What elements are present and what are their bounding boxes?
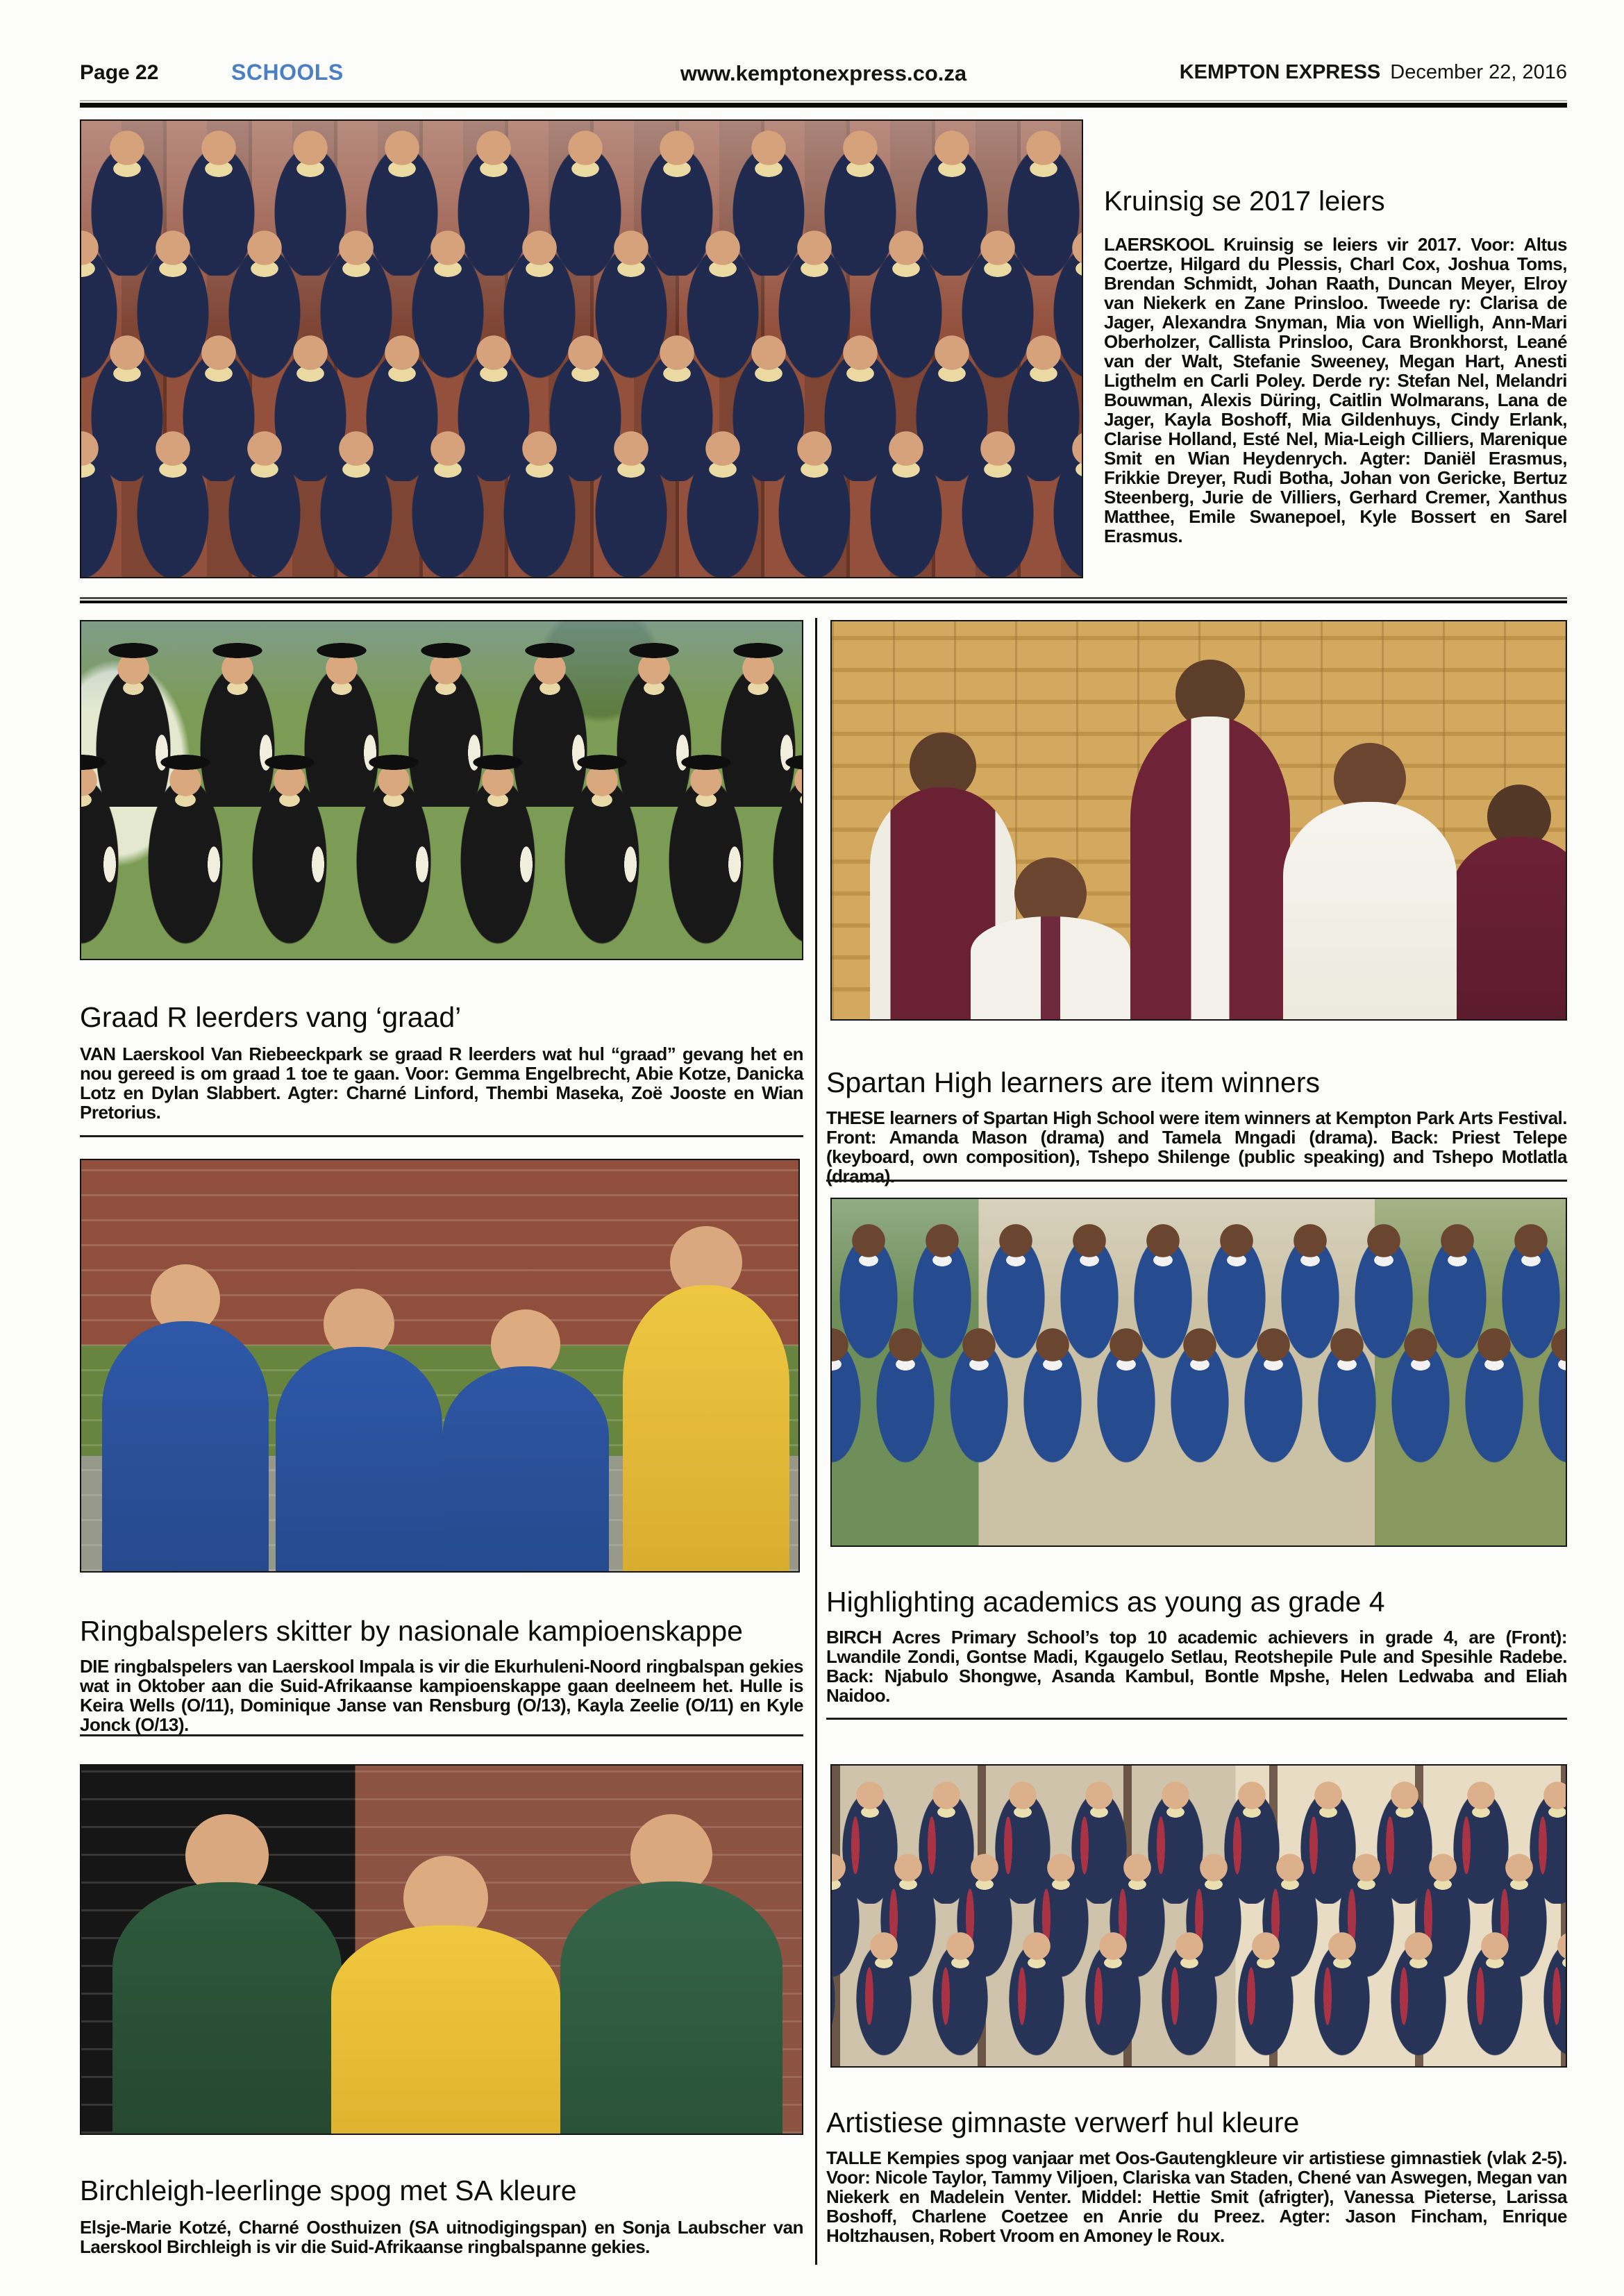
article-title-ringbal: Ringbalspelers skitter by nasionale kampioenskappe: [80, 1615, 743, 1648]
article-title-kruinsig: Kruinsig se 2017 leiers: [1104, 185, 1385, 217]
header-rule: [80, 100, 1567, 108]
paper-name: KEMPTON EXPRESS: [1179, 61, 1381, 83]
photo-person: [623, 1226, 789, 1573]
masthead-date: [1180, 62, 1567, 83]
issue-date: December 22, 2016: [1390, 61, 1567, 83]
article-caption-birchacres: BIRCH Acres Primary School’s top 10 academic achievers in grade 4, are (Front): Lwandile Zondi, Gontse Madi, Kgaugelo Setlau, Reotshepile Pule and Spesihle Radebe. Back: Njabulo Shongwe, Asanda Kambul, Bontle Mpshe, Helen Ledwaba and Eliah Naidoo.: [826, 1627, 1567, 1706]
photo-graduation: [80, 620, 803, 960]
page-header: [80, 58, 1567, 96]
photo-kruinsig-leaders: [80, 119, 1083, 578]
article-caption-graadr: VAN Laerskool Van Riebeeckpark se graad R leerders wat hul “graad” gevang het en nou gereed is om graad 1 toe te gaan. Voor: Gemma Engelbrecht, Abie Kotze, Danicka Lotz en Dylan Slabbert. Agter: Charné Linford, Thembi Maseka, Zoë Jooste en Wian Pretorius.: [80, 1044, 803, 1123]
article-caption-kruinsig: LAERSKOOL Kruinsig se leiers vir 2017. Voor: Altus Coertze, Hilgard du Plessis, Charl Cox, Joshua Toms, Brendan Schmidt, Johan Raath, Duncan Meyer, Elroy van Niekerk en Zane Prinsloo. Tweede ry: Clarisa de Jager, Alexandra Snyman, Mia von Wielligh, Ann-Mari Oberholzer, Callista Prinsloo, Cara Bronkhorst, Leané van der Walt, Stefanie Sweeney, Megan Hart, Anesti Ligthelm en Carli Poley. Derde ry: Stefan Nel, Melandri Bouwman, Alexis Düring, Caitlin Wolmarans, Lana de Jager, Kayla Boshoff, Mia Gildenhuys, Cindy Erlank, Clarise Holland, Esté Nel, Mia-Leigh Cilliers, Marenique Smit en Wian Heydenrych. Agter: Daniël Erasmus, Frikkie Dreyer, Rudi Botha, Johan von Gericke, Bertuz Steenberg, Jurie de Villiers, Gerhard Cremer, Xanthus Matthee, Emile Swanepoel, Kyle Bossert en Sarel Erasmus.: [1104, 234, 1567, 546]
article-title-gimnaste: Artistiese gimnaste verwerf hul kleure: [826, 2106, 1300, 2139]
article-title-birchleigh: Birchleigh-leerlinge spog met SA kleure: [80, 2175, 577, 2207]
photo-person: [1283, 743, 1457, 1021]
page-number: Page 22: [80, 61, 159, 84]
article-divider: [80, 1734, 803, 1736]
article-divider: [826, 1718, 1567, 1720]
photo-person: [102, 1264, 269, 1573]
photo-birchleigh-learners: [80, 1764, 803, 2135]
photo-figure-row: [832, 1928, 1566, 2066]
article-caption-ringbal: DIE ringbalspelers van Laerskool Impala is vir die Ekurhuleni-Noord ringbalspan gekies wat in Oktober aan die Suid-Afrikaanse kampioenskappe gaan deelneem het. Hulle is Keira Wells (O/11), Dominique Janse van Rensburg (O/13), Kayla Zeelie (O/11) en Kyle Jonck (O/13).: [80, 1656, 803, 1735]
article-title-birchacres: Highlighting academics as young as grade 4: [826, 1586, 1385, 1618]
photo-figure-row: [81, 750, 802, 959]
photo-ringball-players: [80, 1159, 800, 1573]
photo-person: [276, 1289, 442, 1573]
photo-spartan-winners: [830, 620, 1567, 1021]
article-divider: [80, 1135, 803, 1137]
photo-person: [112, 1814, 342, 2135]
article-caption-birchleigh: Elsje-Marie Kotzé, Charné Oosthuizen (SA uitnodigingspan) en Sonja Laubscher van Laerskool Birchleigh is vir die Suid-Afrikaanse ringbalspanne gekies.: [80, 2217, 803, 2257]
article-title-spartan: Spartan High learners are item winners: [826, 1066, 1320, 1099]
photo-gymnasts: [830, 1764, 1567, 2068]
article-caption-gimnaste: TALLE Kempies spog vanjaar met Oos-Gautengkleure vir artistiese gimnastiek (vlak 2-5). Voor: Nicole Taylor, Tammy Viljoen, Clariska van Staden, Chené van Aswegen, Megan van Niekerk en Madelein Venter. Middel: Hettie Smit (afrigter), Vanessa Pieterse, Larissa Boshoff, Charlene Coetzee en Anrie du Preez. Agter: Jason Fincham, Enrique Holtzhausen, Robert Vroom en Amoney le Roux.: [826, 2147, 1567, 2246]
section-label: SCHOOLS: [231, 60, 344, 85]
article-divider: [826, 1180, 1567, 1182]
photo-person: [1130, 660, 1290, 1021]
photo-person: [442, 1309, 609, 1573]
website-text: www.kemptonexpress.co.za: [680, 61, 967, 85]
photo-person: [971, 857, 1130, 1021]
photo-person: [560, 1814, 782, 2135]
photo-figure-row: [832, 1324, 1566, 1545]
column-divider: [815, 618, 817, 2265]
photo-person: [1450, 785, 1567, 1021]
article-title-graadr: Graad R leerders vang ‘graad’: [80, 1001, 462, 1034]
photo-figure-row: [81, 426, 1082, 577]
photo-person: [331, 1856, 560, 2135]
section-divider: [80, 597, 1567, 603]
photo-birch-acres-achievers: [830, 1198, 1567, 1547]
article-caption-spartan: THESE learners of Spartan High School were item winners at Kempton Park Arts Festival. Front: Amanda Mason (drama) and Tamela Mngadi (drama). Back: Priest Telepe (keyboard, own composition), Tshepo Shilenge (public speaking) and Tshepo Motlatla (drama).: [826, 1107, 1567, 1187]
